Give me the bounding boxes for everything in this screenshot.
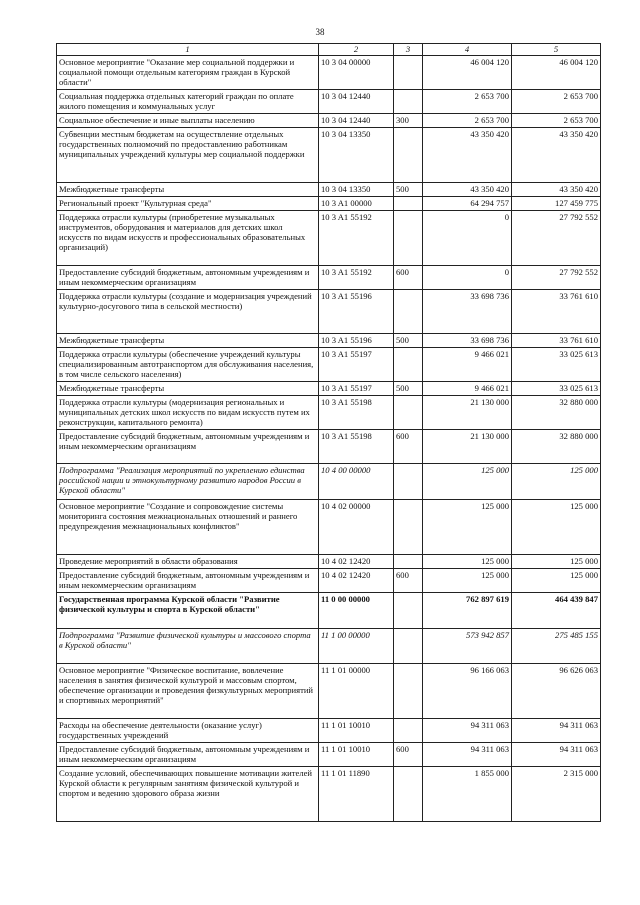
table-row bbox=[57, 128, 601, 183]
table-row bbox=[57, 382, 601, 396]
row-code-cell: 10 4 02 00000 bbox=[319, 500, 394, 555]
row-year2-cell: 43 350 420 bbox=[512, 183, 601, 197]
row-name-cell: Предоставление субсидий бюджетным, автономным учреждениям и иным некоммерческим организациям bbox=[57, 430, 319, 464]
row-vr-cell: 600 bbox=[394, 266, 423, 290]
row-name-cell: Поддержка отрасли культуры (создание и модернизация учреждений культурно-досугового типа в сельской местности) bbox=[57, 290, 319, 334]
row-code-cell: 10 3 04 00000 bbox=[319, 56, 394, 90]
row-name-cell: Социальная поддержка отдельных категорий граждан по оплате жилого помещения и коммунальных услуг bbox=[57, 90, 319, 114]
row-year1-cell: 9 466 021 bbox=[423, 382, 512, 396]
row-vr-cell bbox=[394, 128, 423, 183]
table-row bbox=[57, 396, 601, 430]
header-col-code: 2 bbox=[319, 44, 394, 56]
row-vr-cell bbox=[394, 396, 423, 430]
row-year1-cell: 64 294 757 bbox=[423, 197, 512, 211]
row-name-cell: Предоставление субсидий бюджетным, автономным учреждениям и иным некоммерческим организациям bbox=[57, 569, 319, 593]
row-year2-cell: 275 485 155 bbox=[512, 629, 601, 664]
table-row bbox=[57, 348, 601, 382]
row-code-cell: 10 3 04 12440 bbox=[319, 114, 394, 128]
row-code-cell: 11 1 00 00000 bbox=[319, 629, 394, 664]
row-vr-cell bbox=[394, 90, 423, 114]
table-row bbox=[57, 56, 601, 90]
row-year1-cell: 573 942 857 bbox=[423, 629, 512, 664]
row-name-cell: Межбюджетные трансферты bbox=[57, 382, 319, 396]
budget-table-body bbox=[57, 44, 601, 822]
row-name-cell: Подпрограмма "Реализация мероприятий по укреплению единства российской нации и этнокультурному развитию народов России в Курской области" bbox=[57, 464, 319, 500]
table-row bbox=[57, 290, 601, 334]
table-header-row bbox=[57, 44, 601, 56]
row-name-cell: Межбюджетные трансферты bbox=[57, 334, 319, 348]
row-code-cell: 11 1 01 10010 bbox=[319, 743, 394, 767]
row-code-cell: 10 3 A1 00000 bbox=[319, 197, 394, 211]
row-year1-cell: 43 350 420 bbox=[423, 128, 512, 183]
row-year1-cell: 762 897 619 bbox=[423, 593, 512, 629]
row-year1-cell: 125 000 bbox=[423, 569, 512, 593]
row-year1-cell: 125 000 bbox=[423, 464, 512, 500]
row-vr-cell bbox=[394, 664, 423, 719]
row-year2-cell: 94 311 063 bbox=[512, 743, 601, 767]
page-number: 38 bbox=[315, 27, 325, 37]
row-code-cell: 10 3 04 13350 bbox=[319, 183, 394, 197]
row-vr-cell: 500 bbox=[394, 334, 423, 348]
row-year1-cell: 33 698 736 bbox=[423, 290, 512, 334]
row-vr-cell bbox=[394, 629, 423, 664]
row-year1-cell: 9 466 021 bbox=[423, 348, 512, 382]
row-year2-cell: 125 000 bbox=[512, 569, 601, 593]
row-year2-cell: 27 792 552 bbox=[512, 266, 601, 290]
row-vr-cell bbox=[394, 593, 423, 629]
row-year2-cell: 125 000 bbox=[512, 555, 601, 569]
row-name-cell: Расходы на обеспечение деятельности (оказание услуг) государственных учреждений bbox=[57, 719, 319, 743]
row-code-cell: 10 3 A1 55197 bbox=[319, 348, 394, 382]
row-code-cell: 10 3 A1 55198 bbox=[319, 396, 394, 430]
row-vr-cell: 600 bbox=[394, 430, 423, 464]
header-col-year1: 4 bbox=[423, 44, 512, 56]
row-code-cell: 10 3 A1 55196 bbox=[319, 290, 394, 334]
row-year1-cell: 94 311 063 bbox=[423, 743, 512, 767]
row-code-cell: 10 3 A1 55196 bbox=[319, 334, 394, 348]
row-vr-cell: 600 bbox=[394, 569, 423, 593]
row-year1-cell: 94 311 063 bbox=[423, 719, 512, 743]
row-year2-cell: 127 459 775 bbox=[512, 197, 601, 211]
row-name-cell: Создание условий, обеспечивающих повышение мотивации жителей Курской области к регулярным занятиям физической культурой и спортом и ведению здорового образа жизни bbox=[57, 767, 319, 822]
row-name-cell: Поддержка отрасли культуры (обеспечение учреждений культуры специализированным автотранспортом для обслуживания населения, в том числе сельского населения) bbox=[57, 348, 319, 382]
row-year1-cell: 0 bbox=[423, 211, 512, 266]
row-year2-cell: 27 792 552 bbox=[512, 211, 601, 266]
row-year2-cell: 125 000 bbox=[512, 500, 601, 555]
row-vr-cell bbox=[394, 500, 423, 555]
row-year2-cell: 33 025 613 bbox=[512, 348, 601, 382]
row-code-cell: 10 3 A1 55192 bbox=[319, 266, 394, 290]
row-year2-cell: 2 315 000 bbox=[512, 767, 601, 822]
table-row bbox=[57, 719, 601, 743]
row-vr-cell bbox=[394, 348, 423, 382]
table-row bbox=[57, 629, 601, 664]
header-col-name: 1 bbox=[57, 44, 319, 56]
row-code-cell: 10 4 02 12420 bbox=[319, 569, 394, 593]
row-year1-cell: 96 166 063 bbox=[423, 664, 512, 719]
table-row bbox=[57, 430, 601, 464]
row-code-cell: 11 1 01 00000 bbox=[319, 664, 394, 719]
row-code-cell: 10 3 04 13350 bbox=[319, 128, 394, 183]
row-name-cell: Региональный проект "Культурная среда" bbox=[57, 197, 319, 211]
row-name-cell: Поддержка отрасли культуры (модернизация региональных и муниципальных детских школ искусств по видам искусств путем их реконструкции, капитального ремонта) bbox=[57, 396, 319, 430]
row-name-cell: Основное мероприятие "Создание и сопровождение системы мониторинга состояния межнациональных отношений и раннего предупреждения межнациональных конфликтов" bbox=[57, 500, 319, 555]
row-year1-cell: 125 000 bbox=[423, 555, 512, 569]
row-name-cell: Государственная программа Курской области "Развитие физической культуры и спорта в Курской области" bbox=[57, 593, 319, 629]
row-year2-cell: 33 761 610 bbox=[512, 334, 601, 348]
row-year2-cell: 33 761 610 bbox=[512, 290, 601, 334]
table-row bbox=[57, 593, 601, 629]
row-name-cell: Проведение мероприятий в области образования bbox=[57, 555, 319, 569]
row-name-cell: Подпрограмма "Развитие физической культуры и массового спорта в Курской области" bbox=[57, 629, 319, 664]
row-year1-cell: 43 350 420 bbox=[423, 183, 512, 197]
row-year2-cell: 94 311 063 bbox=[512, 719, 601, 743]
row-vr-cell bbox=[394, 464, 423, 500]
row-vr-cell: 300 bbox=[394, 114, 423, 128]
row-year1-cell: 1 855 000 bbox=[423, 767, 512, 822]
row-year2-cell: 43 350 420 bbox=[512, 128, 601, 183]
row-year1-cell: 21 130 000 bbox=[423, 430, 512, 464]
row-code-cell: 10 3 A1 55192 bbox=[319, 211, 394, 266]
table-row bbox=[57, 197, 601, 211]
row-year1-cell: 21 130 000 bbox=[423, 396, 512, 430]
table-row bbox=[57, 334, 601, 348]
row-vr-cell: 500 bbox=[394, 183, 423, 197]
table-row bbox=[57, 569, 601, 593]
row-year2-cell: 2 653 700 bbox=[512, 114, 601, 128]
header-col-year2: 5 bbox=[512, 44, 601, 56]
row-name-cell: Межбюджетные трансферты bbox=[57, 183, 319, 197]
row-vr-cell: 600 bbox=[394, 743, 423, 767]
row-year2-cell: 2 653 700 bbox=[512, 90, 601, 114]
row-code-cell: 11 1 01 11890 bbox=[319, 767, 394, 822]
table-row bbox=[57, 767, 601, 822]
header-col-vr: 3 bbox=[394, 44, 423, 56]
row-year1-cell: 33 698 736 bbox=[423, 334, 512, 348]
row-code-cell: 10 3 A1 55198 bbox=[319, 430, 394, 464]
row-year1-cell: 0 bbox=[423, 266, 512, 290]
table-row bbox=[57, 500, 601, 555]
row-year2-cell: 32 880 000 bbox=[512, 396, 601, 430]
row-code-cell: 11 0 00 00000 bbox=[319, 593, 394, 629]
row-vr-cell bbox=[394, 767, 423, 822]
row-vr-cell bbox=[394, 56, 423, 90]
row-name-cell: Поддержка отрасли культуры (приобретение музыкальных инструментов, оборудования и материалов для детских школ искусств по видам искусств и профессиональных образовательных организаций) bbox=[57, 211, 319, 266]
budget-table bbox=[56, 43, 601, 822]
table-row bbox=[57, 743, 601, 767]
row-vr-cell bbox=[394, 197, 423, 211]
row-year2-cell: 46 004 120 bbox=[512, 56, 601, 90]
row-year2-cell: 33 025 613 bbox=[512, 382, 601, 396]
row-year2-cell: 96 626 063 bbox=[512, 664, 601, 719]
table-row bbox=[57, 664, 601, 719]
row-code-cell: 10 3 A1 55197 bbox=[319, 382, 394, 396]
row-year2-cell: 125 000 bbox=[512, 464, 601, 500]
table-row bbox=[57, 211, 601, 266]
row-year1-cell: 2 653 700 bbox=[423, 114, 512, 128]
row-year1-cell: 2 653 700 bbox=[423, 90, 512, 114]
table-row bbox=[57, 464, 601, 500]
row-name-cell: Предоставление субсидий бюджетным, автономным учреждениям и иным некоммерческим организациям bbox=[57, 743, 319, 767]
row-vr-cell: 500 bbox=[394, 382, 423, 396]
row-code-cell: 10 4 00 00000 bbox=[319, 464, 394, 500]
row-name-cell: Основное мероприятие "Оказание мер социальной поддержки и социальной помощи отдельным категориям граждан в Курской области" bbox=[57, 56, 319, 90]
row-name-cell: Социальное обеспечение и иные выплаты населению bbox=[57, 114, 319, 128]
row-code-cell: 10 4 02 12420 bbox=[319, 555, 394, 569]
table-row bbox=[57, 90, 601, 114]
table-row bbox=[57, 114, 601, 128]
row-vr-cell bbox=[394, 290, 423, 334]
table-row bbox=[57, 266, 601, 290]
row-name-cell: Субвенции местным бюджетам на осуществление отдельных государственных полномочий по предоставлению работникам муниципальных учреждений культуры мер социальной поддержки bbox=[57, 128, 319, 183]
row-code-cell: 11 1 01 10010 bbox=[319, 719, 394, 743]
row-name-cell: Основное мероприятие "Физическое воспитание, вовлечение населения в занятия физической культурой и массовым спортом, обеспечение организации и проведения физкультурных мероприятий и спортивных мероприятий" bbox=[57, 664, 319, 719]
table-row bbox=[57, 183, 601, 197]
row-vr-cell bbox=[394, 555, 423, 569]
row-year1-cell: 125 000 bbox=[423, 500, 512, 555]
row-year1-cell: 46 004 120 bbox=[423, 56, 512, 90]
row-vr-cell bbox=[394, 211, 423, 266]
row-vr-cell bbox=[394, 719, 423, 743]
table-row bbox=[57, 555, 601, 569]
row-name-cell: Предоставление субсидий бюджетным, автономным учреждениям и иным некоммерческим организациям bbox=[57, 266, 319, 290]
row-year2-cell: 32 880 000 bbox=[512, 430, 601, 464]
row-year2-cell: 464 439 847 bbox=[512, 593, 601, 629]
row-code-cell: 10 3 04 12440 bbox=[319, 90, 394, 114]
